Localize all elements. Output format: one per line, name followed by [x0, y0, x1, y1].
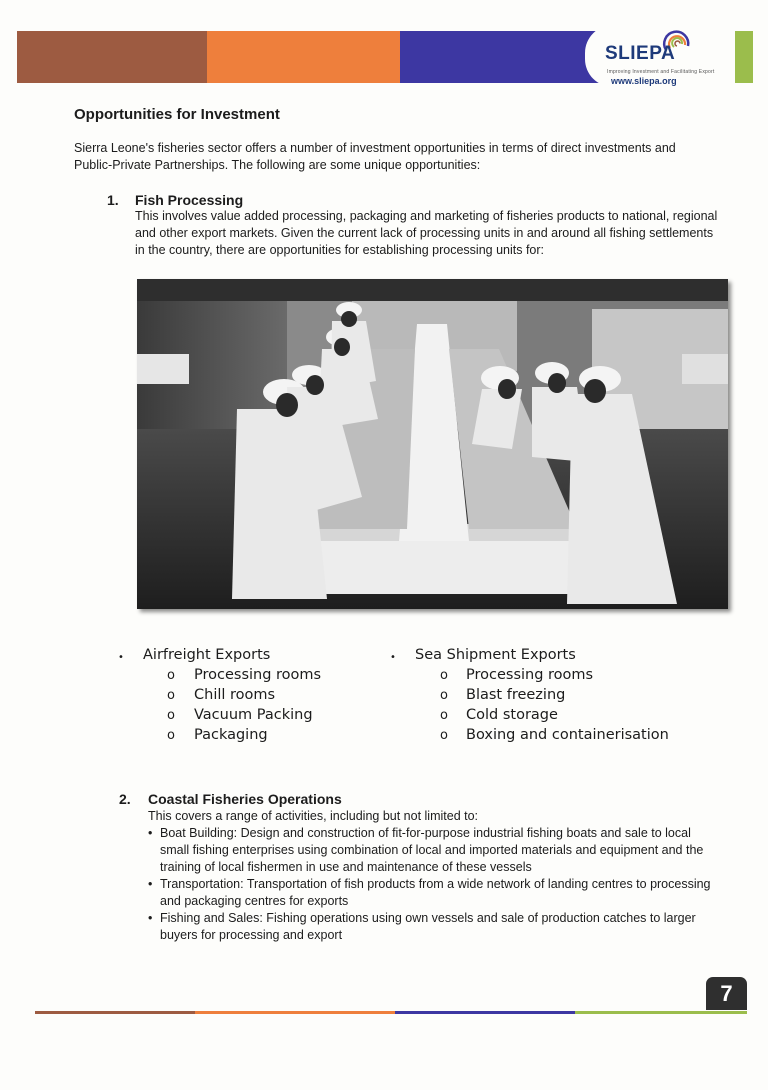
- sea-shipment-item: Blast freezing: [466, 687, 566, 703]
- transportation-text: Transportation: Transportation of fish products from a wide network of landing centres to processing and packaging centres for exports: [160, 877, 711, 908]
- small-bullet: •: [148, 877, 153, 891]
- section2-content: [148, 808, 723, 944]
- section1-heading: Fish Processing: [135, 192, 244, 208]
- sub-bullet: o: [167, 668, 175, 683]
- boat-building-text: Boat Building: Design and construction of fit-for-purpose industrial fishing boats and sale to local small fishing enterprises using combination of local and imported materials and equipment and the training of local fishermen in use and maintenance of these vessels: [160, 826, 704, 874]
- sea-shipment-item: Boxing and containerisation: [466, 727, 669, 743]
- sub-bullet: o: [167, 688, 175, 703]
- fishing-sales-text: Fishing and Sales: Fishing operations using own vessels and sale of production catches to larger buyers for processing and export: [160, 911, 696, 942]
- sub-bullet: o: [167, 708, 175, 723]
- list-item: [148, 876, 723, 910]
- fish-processing-photo: [137, 279, 728, 609]
- list-item: [148, 825, 723, 876]
- logo-name: SLIEPA: [605, 43, 676, 64]
- airfreight-label: Airfreight Exports: [143, 647, 271, 663]
- section1-body: This involves value added processing, packaging and marketing of fisheries products to national, regional and other export markets. Given the current lack of processing units in and around all fishing settlements in the country, there are opportunities for establishing processing units for:: [135, 209, 718, 257]
- sub-bullet: o: [440, 728, 448, 743]
- sea-shipment-label: Sea Shipment Exports: [415, 647, 576, 663]
- bullet-dot: •: [390, 652, 396, 663]
- list-item: [148, 910, 723, 944]
- section2-heading: Coastal Fisheries Operations: [148, 791, 342, 807]
- footer-line-green: [575, 1011, 747, 1014]
- header-band-brown: [17, 31, 207, 83]
- section2-number: 2.: [119, 791, 131, 807]
- page-title: Opportunities for Investment: [74, 106, 280, 123]
- footer-line-brown: [35, 1011, 195, 1014]
- small-bullet: •: [148, 826, 153, 840]
- section2-body: This covers a range of activities, including but not limited to:: [148, 809, 479, 823]
- intro-paragraph: Sierra Leone's fisheries sector offers a number of investment opportunities in terms of direct investments and Public-Private Partnerships. The following are some unique opportunities:: [74, 141, 676, 172]
- airfreight-item: Processing rooms: [194, 667, 322, 683]
- sub-bullet: o: [167, 728, 175, 743]
- airfreight-item: Vacuum Packing: [194, 707, 313, 723]
- section1-number: 1.: [107, 192, 119, 208]
- sub-bullet: o: [440, 708, 448, 723]
- footer-line-blue: [395, 1011, 575, 1014]
- header-band-blue: [400, 31, 610, 83]
- footer-line-orange: [195, 1011, 395, 1014]
- small-bullet: •: [148, 911, 153, 925]
- sub-bullet: o: [440, 688, 448, 703]
- logo-url[interactable]: www.sliepa.org: [611, 76, 677, 86]
- sub-bullet: o: [440, 668, 448, 683]
- page-number: 7: [706, 977, 747, 1010]
- sea-shipment-item: Processing rooms: [466, 667, 594, 683]
- bullet-dot: •: [118, 652, 124, 663]
- airfreight-item: Packaging: [194, 727, 268, 743]
- header-band-orange: [207, 31, 400, 83]
- logo-tagline: Improving Investment and Facilitating Export: [607, 69, 715, 75]
- airfreight-item: Chill rooms: [194, 687, 276, 703]
- sea-shipment-item: Cold storage: [466, 707, 558, 723]
